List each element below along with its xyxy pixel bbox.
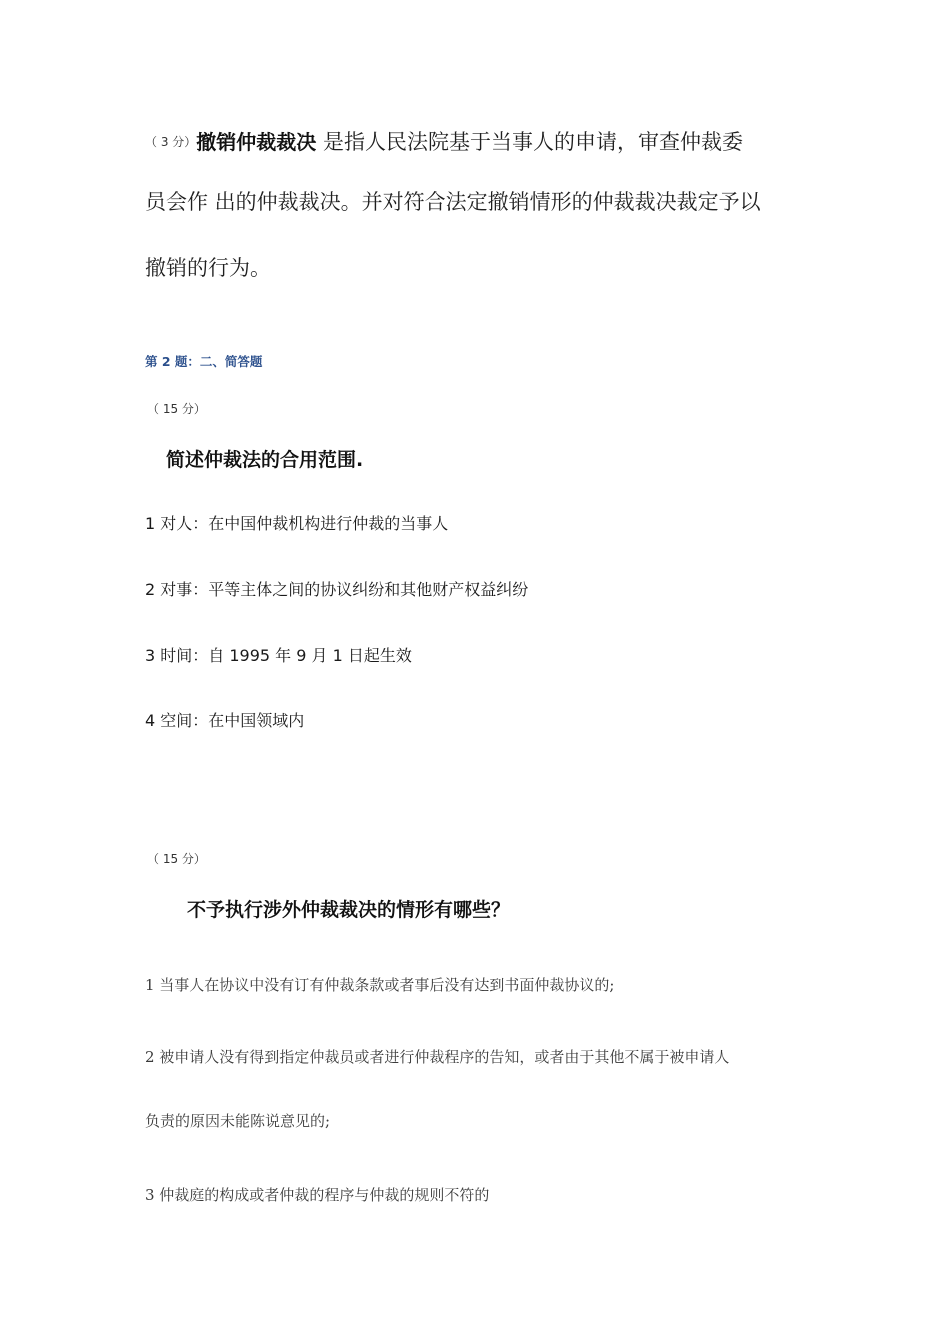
definition-line-3: 撤销的行为。: [145, 256, 271, 280]
question-2-answer-3: 3 时间：自 1995 年 9 月 1 日起生效: [145, 646, 412, 665]
definition-line-1-text: 是指人民法院基于当事人的申请，审查仲裁委: [316, 130, 743, 154]
question-2-score: （ 15 分）: [147, 402, 206, 416]
definition-score: （ 3 分）: [145, 135, 197, 149]
definition-line-1: [145, 126, 743, 156]
question-3-answer-2: 2 被申请人没有得到指定仲裁员或者进行仲裁程序的告知，或者由于其他不属于被申请人: [145, 1048, 730, 1066]
definition-term: 撤销仲裁裁决: [196, 130, 317, 154]
question-2-header: 第 2 题：二、简答题: [145, 354, 263, 369]
question-2-answer-2: 2 对事：平等主体之间的协议纠纷和其他财产权益纠纷: [145, 580, 529, 599]
definition-line-2: 员会作 出的仲裁裁决。并对符合法定撤销情形的仲裁裁决裁定予以: [145, 190, 761, 214]
question-2-answer-4: 4 空间：在中国领域内: [145, 711, 305, 730]
question-2-title: 简述仲裁法的合用范围.: [166, 449, 364, 471]
question-3-answer-2-continued: 负责的原因未能陈说意见的;: [145, 1112, 331, 1130]
question-3-answer-1: 1 当事人在协议中没有订有仲裁条款或者事后没有达到书面仲裁协议的;: [145, 976, 615, 994]
question-3-answer-3: 3 仲裁庭的构成或者仲裁的程序与仲裁的规则不符的: [145, 1186, 490, 1204]
question-3-score: （ 15 分）: [147, 852, 206, 866]
question-3-title: 不予执行涉外仲裁裁决的情形有哪些？: [187, 899, 511, 921]
question-2-answer-1: 1 对人：在中国仲裁机构进行仲裁的当事人: [145, 514, 449, 533]
